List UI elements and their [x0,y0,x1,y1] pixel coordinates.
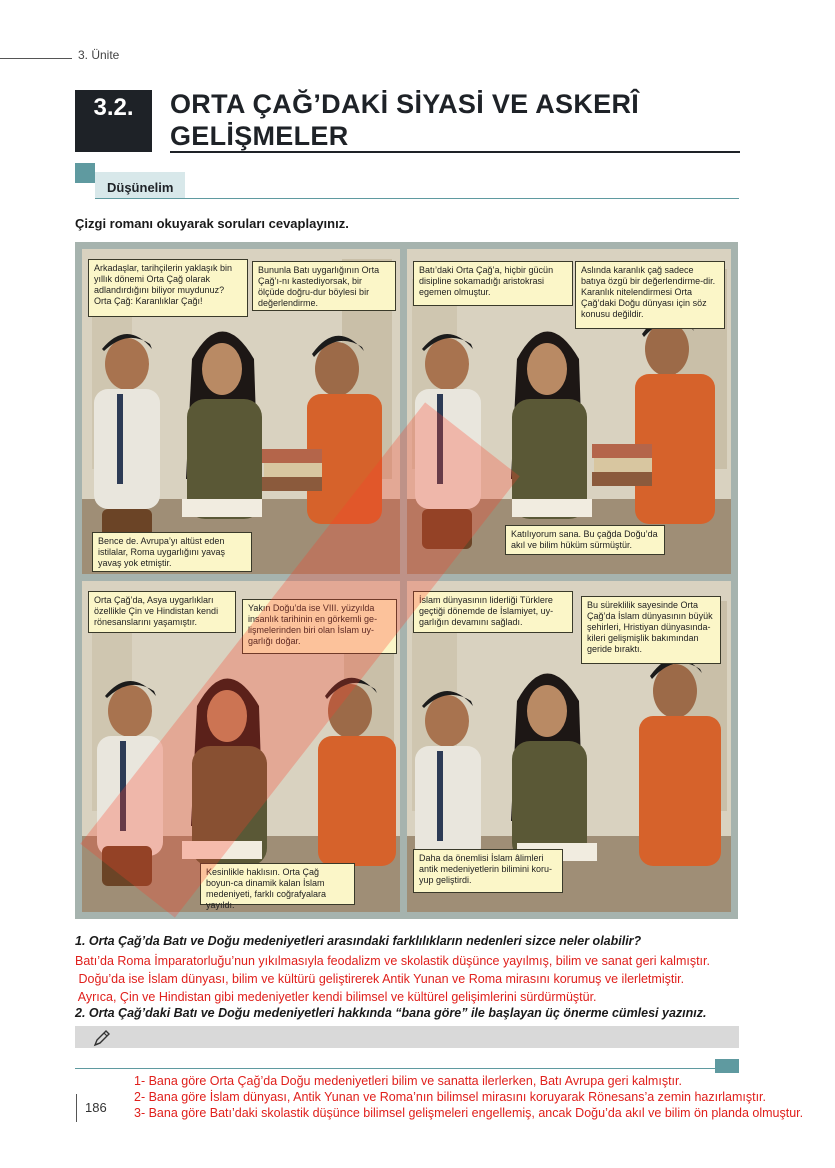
page-number-divider [76,1094,77,1122]
speech-bubble: Batı’daki Orta Çağ’a, hiçbir gücün disipline sokamadığı aristokrasi egemen olmuştur. [413,261,573,306]
speech-bubble: Kesinlikle haklısın. Orta Çağ boyun-ca dinamik kalan İslam medeniyeti, farklı coğrafyalara yayıldı. [200,863,355,905]
speech-bubble: Bence de. Avrupa’yı altüst eden istilalar, Roma uygarlığını yavaş yavaş yok etmiştir. [92,532,252,572]
answer-1-line: Batı’da Roma İmparatorluğu’nun yıkılmasıyla feodalizm ve skolastik düşünce yayılmış, bilim ve sanat geri kalmıştır. [75,954,710,968]
answer-2 [134,1073,824,1121]
speech-bubble: Bununla Batı uygarlığının Orta Çağ’ı-nı kastediyorsak, bir ölçüde doğru-dur böylesi bir değerlendirme. [252,261,396,311]
answer-2-line: 2- Bana göre İslam dünyası, Antik Yunan ve Roma’nın bilimsel mirasını koruyarak Rönesans’a zemin hazırlamıştır. [134,1090,767,1104]
section-title-line2: GELİŞMELER [170,121,349,151]
speech-bubble: Arkadaşlar, tarihçilerin yaklaşık bin yıllık dönemi Orta Çağ olarak adlandırdığını biliyor muydunuz? Orta Çağ: Karanlıklar Çağı! [88,259,248,317]
section-title [170,88,750,152]
title-underline [170,151,740,153]
page-number: 186 [85,1100,107,1115]
comic-panel-4 [407,581,731,912]
speech-bubble: Yakın Doğu’da ise VIII. yüzyılda insanlık tarihinin en görkemli ge-lişmelerinden biri olan İslam uy-garlığı doğar. [242,599,397,654]
question-1: 1. Orta Çağ’da Batı ve Doğu medeniyetleri arasındaki farklılıkların nedenleri sizce neler olabilir? [75,934,642,948]
answer-1-line: Doğu’da ise İslam dünyası, bilim ve kültürü geliştirerek Antik Yunan ve Roma mirasını korumuş ve ilerletmiştir. [75,972,685,986]
footer-rule [75,1068,715,1069]
answer-1-line: Ayrıca, Çin ve Hindistan gibi medeniyetler kendi bilimsel ve kültürel gelişimlerini sürdürmüştür. [75,990,597,1004]
instruction-text: Çizgi romanı okuyarak soruları cevaplayınız. [75,216,349,231]
section-title-line1: ORTA ÇAĞ’DAKİ SİYASİ VE ASKERÎ [170,89,640,119]
think-tab-marker [75,163,95,183]
question-2: 2. Orta Çağ’daki Batı ve Doğu medeniyetleri hakkında “bana göre” ile başlayan üç önerme cümlesi yazınız. [75,1006,707,1020]
speech-bubble: İslam dünyasının liderliği Türklere geçtiği dönemde de İslamiyet, uy-garlığın devamını sağladı. [413,591,573,633]
think-label: Düşünelim [107,180,174,195]
answer-2-line: 3- Bana göre Batı’daki skolastik düşünce bilimsel gelişmeleri engellemiş, ancak Doğu’da akıl ve bilim ön planda olmuştur. [134,1106,804,1120]
speech-bubble: Orta Çağ’da, Asya uygarlıkları özellikle Çin ve Hindistan kendi rönesanslarını yaşamıştır. [88,591,236,633]
answer-1 [75,952,775,1006]
section-number: 3.2. [93,94,134,121]
speech-bubble: Daha da önemlisi İslam âlimleri antik medeniyetlerin bilimini koru-yup geliştirdi. [413,849,563,893]
writing-area[interactable] [75,1026,739,1048]
speech-bubble: Aslında karanlık çağ sadece batıya özgü bir değerlendirme-dir. Karanlık nitelendirmesi Orta Çağ’daki Doğu dünyası için söz konusu değildir. [575,261,725,329]
speech-bubble: Katılıyorum sana. Bu çağda Doğu’da akıl ve bilim hüküm sürmüştür. [505,525,665,555]
unit-rule [0,58,72,59]
speech-bubble: Bu süreklilik sayesinde Orta Çağ’da İslam dünyasının büyük şehirleri, Hristiyan dünyasında-kileri gelişmişlik bakımından geride bıraktı. [581,596,721,664]
footer-tab [715,1059,739,1073]
think-rule [95,198,739,199]
pencil-icon [91,1027,113,1049]
answer-2-line: 1- Bana göre Orta Çağ’da Doğu medeniyetleri bilim ve sanatta ilerlerken, Batı Avrupa geri kalmıştır. [134,1074,682,1088]
unit-label: 3. Ünite [78,48,120,62]
